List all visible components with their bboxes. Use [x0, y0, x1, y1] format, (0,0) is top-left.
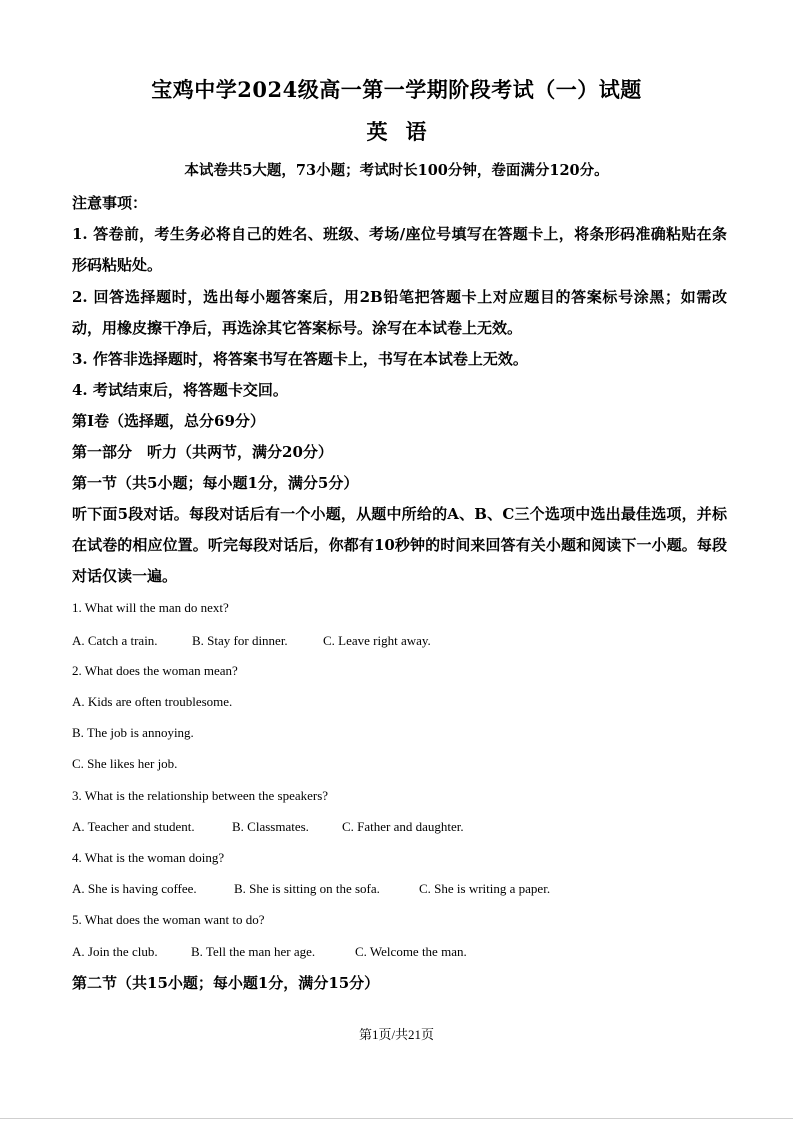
page-number: 第1页/共21页	[358, 1027, 435, 1042]
question-2-option-a: A. Kids are often troublesome.	[72, 694, 233, 709]
question-3-option-c: C. Father and daughter.	[342, 819, 464, 834]
question-4-option-a: A. She is having coffee.	[72, 881, 197, 896]
notice-item-3: 3. 作答非选择题时，将答案书写在答题卡上，书写在本试卷上无效。	[72, 350, 528, 368]
question-4-stem: 4. What is the woman doing?	[72, 850, 225, 865]
question-1-option-c: C. Leave right away.	[323, 633, 431, 648]
notice-item-1: 1. 答卷前，考生务必将自己的姓名、班级、考场/座位号填写在答题卡上，将条形码准确粘贴在条形码粘贴处。	[72, 225, 727, 274]
page-divider	[0, 1118, 793, 1119]
question-5-stem: 5. What does the woman want to do?	[72, 912, 265, 927]
notice-item-2: 2. 回答选择题时，选出每小题答案后，用2B铅笔把答题卡上对应题目的答案标号涂黑；如需改动，用橡皮擦干净后，再选涂其它答案标号。涂写在本试卷上无效。	[72, 288, 727, 337]
question-2-stem: 2. What does the woman mean?	[72, 663, 238, 678]
subject-heading: 英语	[366, 119, 445, 144]
question-4-option-b: B. She is sitting on the sofa.	[234, 881, 380, 896]
exam-title: 宝鸡中学2024级高一第一学期阶段考试（一）试题	[151, 77, 642, 102]
notice-heading: 注意事项：	[72, 194, 148, 212]
question-2-option-c: C. She likes her job.	[72, 756, 178, 771]
question-3-option-a: A. Teacher and student.	[72, 819, 195, 834]
question-1-option-b: B. Stay for dinner.	[192, 633, 288, 648]
question-5-option-c: C. Welcome the man.	[355, 944, 467, 959]
question-5-option-b: B. Tell the man her age.	[191, 944, 316, 959]
question-4-option-c: C. She is writing a paper.	[419, 881, 551, 896]
part1-heading: 第一部分 听力（共两节，满分20分）	[72, 443, 333, 461]
volume-heading: 第Ⅰ卷（选择题，总分69分）	[72, 412, 265, 430]
section1-heading: 第一节（共5小题；每小题1分，满分5分）	[72, 474, 359, 492]
question-5-option-a: A. Join the club.	[72, 944, 158, 959]
exam-summary: 本试卷共5大题，73小题；考试时长100分钟，卷面满分120分。	[184, 162, 609, 179]
question-1-option-a: A. Catch a train.	[72, 633, 158, 648]
section2-heading: 第二节（共15小题；每小题1分，满分15分）	[72, 974, 380, 992]
notice-item-4: 4. 考试结束后，将答题卡交回。	[72, 381, 288, 399]
question-3-option-b: B. Classmates.	[232, 819, 309, 834]
question-2-option-b: B. The job is annoying.	[72, 725, 194, 740]
question-3-stem: 3. What is the relationship between the speakers?	[72, 788, 329, 803]
question-1-stem: 1. What will the man do next?	[72, 600, 229, 615]
listening-instructions: 听下面5段对话。每段对话后有一个小题，从题中所给的A、B、C三个选项中选出最佳选项，并标在试卷的相应位置。听完每段对话后，你都有10秒钟的时间来回答有关小题和阅读下一小题。每段对话仅读一遍。	[72, 505, 727, 585]
